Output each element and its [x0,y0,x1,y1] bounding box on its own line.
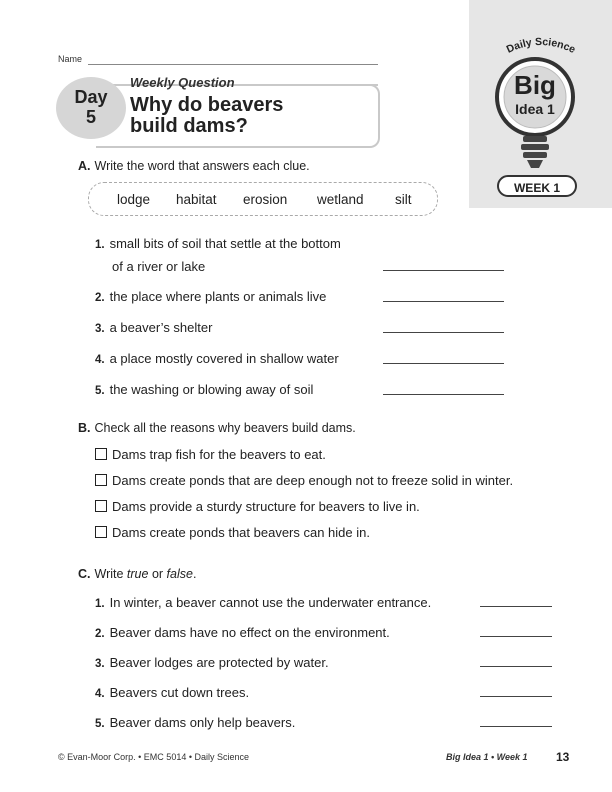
clue-item [95,379,313,402]
day-word: Day [74,87,108,107]
reason-option [95,473,513,488]
footer-unit: Big Idea 1 • Week 1 [446,752,528,762]
clue-text: a beaver’s shelter [109,320,213,335]
section-c-letter: C. [78,567,91,581]
answer-line[interactable] [480,636,552,637]
clue-item [95,317,212,340]
word-bank-item: wetland [317,192,364,207]
statement-number: 3. [95,658,105,670]
answer-line[interactable] [383,363,504,364]
statement-text: Beaver lodges are protected by water. [109,655,329,670]
answer-line[interactable] [480,606,552,607]
answer-line[interactable] [383,332,504,333]
section-a-header [78,159,310,173]
answer-line[interactable] [480,726,552,727]
clue-text: small bits of soil that settle at the bottom [109,236,341,251]
reason-text: Dams create ponds that beavers can hide in. [112,525,370,540]
question-line-1: Why do beavers [130,94,284,116]
statement-item [95,622,390,645]
clue-text: the place where plants or animals live [109,289,327,304]
reason-text: Dams trap fish for the beavers to eat. [112,447,326,462]
clue-item [95,286,326,309]
clue-text: the washing or blowing away of soil [109,382,314,397]
question-title [130,95,370,137]
section-a-letter: A. [78,159,91,173]
or-word: or [148,567,167,581]
reason-text: Dams provide a sturdy structure for beavers to live in. [112,499,420,514]
section-b-letter: B. [78,421,91,435]
big-label: Big [514,70,556,100]
statement-item [95,592,431,615]
statement-number: 4. [95,688,105,700]
checkbox[interactable] [95,526,107,538]
answer-line[interactable] [480,666,552,667]
statement-number: 5. [95,718,105,730]
reason-option [95,499,420,514]
checkbox[interactable] [95,474,107,486]
section-b-instruction: Check all the reasons why beavers build dams. [94,421,356,435]
answer-line[interactable] [383,270,504,271]
period: . [192,567,197,581]
true-word: true [126,567,149,581]
answer-line[interactable] [480,696,552,697]
svg-text:Daily Science: Daily Science [504,35,578,56]
reason-option [95,447,326,462]
day-circle [56,77,126,139]
idea-label: Idea 1 [515,101,555,117]
reason-text: Dams create ponds that are deep enough not to freeze solid in winter. [112,473,514,488]
word-bank-item: habitat [176,192,217,207]
clue-text-cont: of a river or lake [112,259,206,274]
clue-number: 1. [95,239,105,251]
false-word: false [166,567,193,581]
name-input-line[interactable] [88,64,378,65]
word-bank-item: erosion [243,192,288,207]
statement-number: 2. [95,628,105,640]
checkbox[interactable] [95,448,107,460]
statement-text: In winter, a beaver cannot use the underwater entrance. [109,595,432,610]
clue-number: 3. [95,323,105,335]
week-badge: WEEK 1 [497,175,577,197]
word-bank-item: silt [395,192,412,207]
copyright-footer: © Evan-Moor Corp. • EMC 5014 • Daily Science [58,752,250,762]
answer-line[interactable] [383,394,504,395]
word-bank-item: lodge [117,192,151,207]
question-box-top-border [244,84,378,86]
section-c-instruction: Write [94,567,127,581]
checkbox[interactable] [95,500,107,512]
lightbulb-icon [485,52,585,172]
statement-item [95,682,249,705]
weekly-question-label: Weekly Question [130,75,235,90]
statement-item [95,712,295,735]
clue-text: a place mostly covered in shallow water [109,351,339,366]
section-c-header [78,567,196,581]
day-number: 5 [85,107,96,127]
clue-item [95,233,341,278]
statement-text: Beavers cut down trees. [109,685,250,700]
section-b-header [78,421,356,435]
clue-number: 5. [95,385,105,397]
statement-item [95,652,329,675]
clue-number: 4. [95,354,105,366]
page-number: 13 [556,750,570,764]
clue-number: 2. [95,292,105,304]
answer-line[interactable] [383,301,504,302]
statement-text: Beaver dams only help beavers. [109,715,296,730]
reason-option [95,525,370,540]
statement-text: Beaver dams have no effect on the environment. [109,625,390,640]
name-label: Name [58,54,83,64]
question-line-2: build dams? [130,115,248,137]
clue-item [95,348,339,371]
section-a-instruction: Write the word that answers each clue. [94,159,310,173]
statement-number: 1. [95,598,105,610]
